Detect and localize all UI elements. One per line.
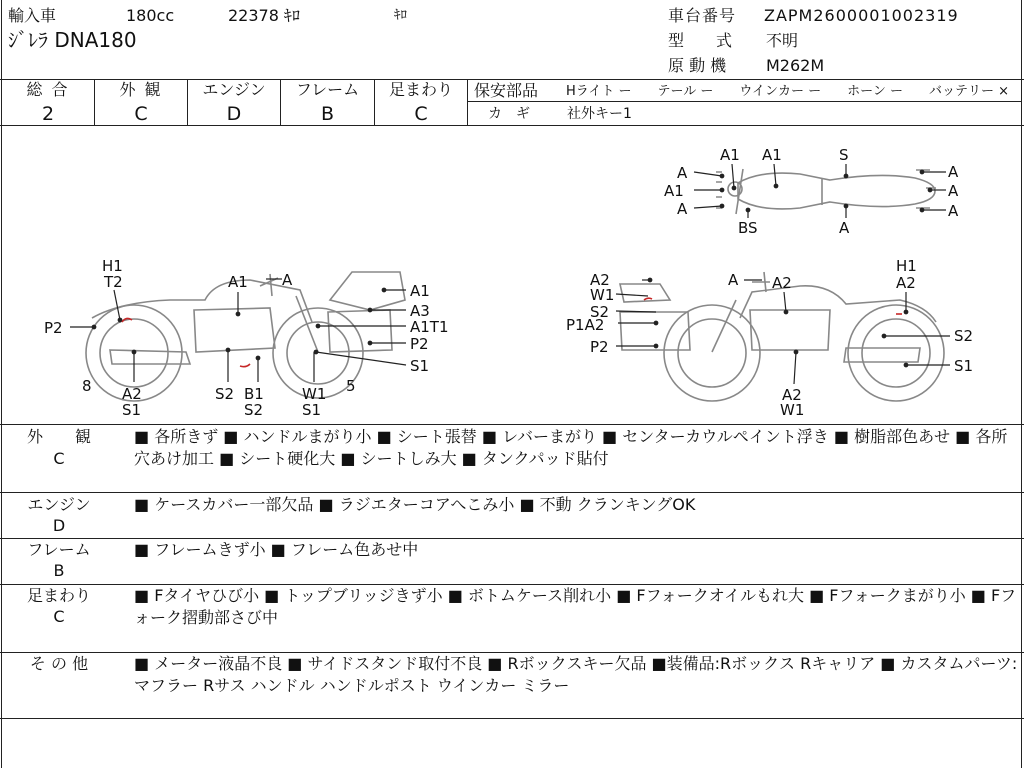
section-text: ■ フレームきず小 ■ フレーム色あせ中	[134, 540, 419, 559]
engine-label: 原 動 機	[668, 56, 727, 75]
label: H1	[896, 257, 917, 275]
section-label: 外 観	[26, 427, 91, 446]
type-value: 不明	[766, 31, 799, 50]
label: S2	[244, 401, 264, 419]
import-label: 輸入車	[8, 6, 57, 25]
label: W1	[302, 385, 327, 403]
label: S2	[954, 327, 974, 345]
label: W1	[590, 286, 615, 304]
key-label: カ ギ	[488, 106, 530, 122]
section-grade: C	[53, 449, 65, 468]
chassis-number: ZAPM2600001002319	[764, 6, 959, 25]
label: A2	[896, 274, 916, 292]
key-value: 社外キー1	[567, 106, 632, 122]
section-text: ■ Fタイヤひび小 ■ トップブリッジきず小 ■ ボトムケース削れ小 ■ Fフォークオイルもれ大 ■ Fフォークまがり小 ■ Fフォーク摺動部さび中	[134, 586, 1017, 627]
type-label: 型 式	[668, 31, 733, 50]
label: P2	[410, 335, 429, 353]
label: A2	[590, 271, 610, 289]
mileage-unit: ｷﾛ	[394, 8, 407, 23]
section-label: エンジン	[27, 495, 91, 514]
label: BS	[738, 219, 758, 237]
section-text: ■ メーター液晶不良 ■ サイドスタンド取付不良 ■ Rボックスキー欠品 ■装備品:Rボックス Rキャリア ■ カスタムパーツ:マフラー Rサス ハンドル ハンドルポスト ウインカー ミラー	[134, 654, 1018, 695]
section-grade: B	[53, 561, 65, 580]
engine-value: M262M	[766, 56, 825, 75]
label: S	[839, 146, 849, 164]
section-grade: C	[53, 607, 65, 626]
label: A	[677, 164, 688, 182]
label: A1	[664, 182, 684, 200]
label: A2	[122, 385, 142, 403]
label: A	[839, 219, 850, 237]
label: A2	[782, 386, 802, 404]
label: A1	[228, 273, 248, 291]
label: T2	[104, 273, 123, 291]
label: B1	[244, 385, 264, 403]
section-label: 足まわり	[26, 586, 91, 605]
label: S1	[302, 401, 322, 419]
label: A2	[772, 274, 792, 292]
label: H1	[102, 257, 123, 275]
grade-overall: 総 合 2	[26, 80, 70, 125]
label: 5	[346, 377, 356, 395]
grade-suspension: 足まわり C	[388, 80, 453, 125]
label: A	[948, 163, 959, 181]
label: A3	[410, 302, 430, 320]
label: S1	[410, 357, 430, 375]
label: A1	[410, 282, 430, 300]
label: A1T1	[410, 318, 449, 336]
section-grade: D	[52, 516, 66, 535]
label: S2	[590, 303, 610, 321]
label: S1	[122, 401, 142, 419]
label: A	[677, 200, 688, 218]
label: 8	[82, 377, 92, 395]
label: P2	[590, 338, 609, 356]
label: P1A2	[566, 316, 605, 334]
label: A1	[720, 146, 740, 164]
safety-label: 保安部品	[474, 81, 539, 100]
displacement: 180cc	[126, 6, 175, 25]
top-view-outline	[716, 169, 936, 214]
section-label: そ の 他	[29, 654, 89, 673]
grade-engine: エンジン D	[202, 80, 266, 125]
label: A1	[762, 146, 782, 164]
section-text: ■ ケースカバー一部欠品 ■ ラジエターコアへこみ小 ■ 不動 クランキングOK	[134, 495, 696, 514]
chassis-label: 車台番号	[668, 6, 737, 25]
damage-diagram	[0, 126, 1024, 424]
safety-items: Hライト ー テール ー ウインカー ー ホーン ー バッテリー ×	[566, 84, 1010, 99]
label: A	[948, 182, 959, 200]
maker-model: ｼﾞﾚﾗ DNA180	[8, 28, 137, 52]
grade-frame: フレーム B	[295, 80, 360, 125]
label: A	[282, 271, 293, 289]
label: A	[728, 271, 739, 289]
section-label: フレーム	[27, 540, 91, 559]
label: A	[948, 202, 959, 220]
label: S2	[215, 385, 235, 403]
mileage: 22378 ｷﾛ	[228, 6, 300, 25]
grade-exterior: 外 観 C	[119, 80, 163, 125]
label: S1	[954, 357, 974, 375]
divider	[0, 718, 1024, 719]
label: W1	[780, 401, 805, 419]
section-text: ■ 各所きず ■ ハンドルまがり小 ■ シート張替 ■ レバーまがり ■ センターカウルペイント浮き ■ 樹脂部色あせ ■ 各所穴あけ加工 ■ シート硬化大 ■ シートしみ大 ■ タンクパッド貼付	[134, 427, 1008, 468]
label: P2	[44, 319, 63, 337]
divider	[0, 424, 1024, 425]
